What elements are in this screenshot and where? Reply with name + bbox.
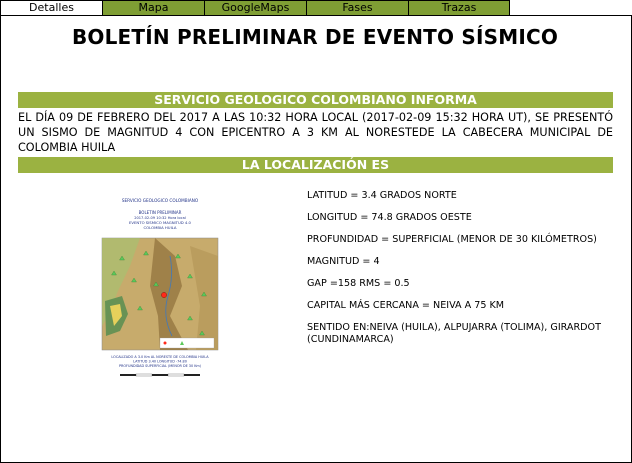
felt-in-text: SENTIDO EN:NEIVA (HUILA), ALPUJARRA (TOLIMA), GIRARDOT (CUNDINAMARCA) xyxy=(307,322,601,345)
tab-bar xyxy=(0,0,512,15)
map-caption2: LATITUD 3.40 LONGITUD -74.80 xyxy=(133,359,187,364)
section-heading-localizacion: LA LOCALIZACIÓN ES xyxy=(18,157,613,173)
map-line1: BOLETIN PRELIMINAR xyxy=(138,210,182,215)
map-caption3: PROFUNDIDAD SUPERFICIAL (MENOR DE 30 Km) xyxy=(118,364,202,368)
tab-googlemaps[interactable]: GoogleMaps xyxy=(205,0,307,16)
map-scale-bar xyxy=(120,374,200,376)
page-title: BOLETÍN PRELIMINAR DE EVENTO SÍSMICO xyxy=(71,25,559,49)
tab-fases[interactable]: Fases xyxy=(307,0,409,16)
tab-detalles[interactable]: Detalles xyxy=(0,0,103,16)
bulletin-map-thumbnail[interactable] xyxy=(100,196,220,384)
location-details xyxy=(307,190,607,356)
legend-epicenter-icon xyxy=(164,342,167,345)
tab-trazas[interactable]: Trazas xyxy=(409,0,510,16)
gap-rms-text: GAP =158 RMS = 0.5 xyxy=(307,278,410,289)
nearest-capital-text: CAPITAL MÁS CERCANA = NEIVA A 75 KM xyxy=(307,300,505,311)
map-line4: COLOMBIA HUILA xyxy=(143,225,177,230)
magnitude-text: MAGNITUD = 4 xyxy=(307,256,380,267)
map-image xyxy=(100,196,220,384)
longitude-text: LONGITUD = 74.8 GRADOS OESTE xyxy=(307,212,472,223)
epicenter-marker xyxy=(161,292,166,297)
map-caption1: LOCALIZADO A 3.0 Km AL NORESTE DE COLOMBIA HUILA xyxy=(111,355,209,359)
map-line2: 2017-02-09 10:32 Hora local xyxy=(134,216,186,220)
map-line3: EVENTO SISMICO MAGNITUD 4.0 xyxy=(129,220,191,225)
map-org: SERVICIO GEOLOGICO COLOMBIANO xyxy=(121,198,199,203)
tab-mapa[interactable]: Mapa xyxy=(103,0,205,16)
latitude-text: LATITUD = 3.4 GRADOS NORTE xyxy=(307,190,457,201)
map-legend xyxy=(160,338,214,348)
depth-text: PROFUNDIDAD = SUPERFICIAL (MENOR DE 30 KILÓMETROS) xyxy=(307,234,597,245)
event-summary: EL DÍA 09 DE FEBRERO DEL 2017 A LAS 10:32 HORA LOCAL (2017-02-09 15:32 HORA UT), SE PRESENTÓ UN SISMO DE MAGNITUD 4 CON EPICENTRO A 3 KM AL NORESTEDE LA CABECERA MUNICIPAL DE COLOMBIA HUILA xyxy=(18,111,613,154)
section-heading-informa: SERVICIO GEOLOGICO COLOMBIANO INFORMA xyxy=(18,92,613,108)
